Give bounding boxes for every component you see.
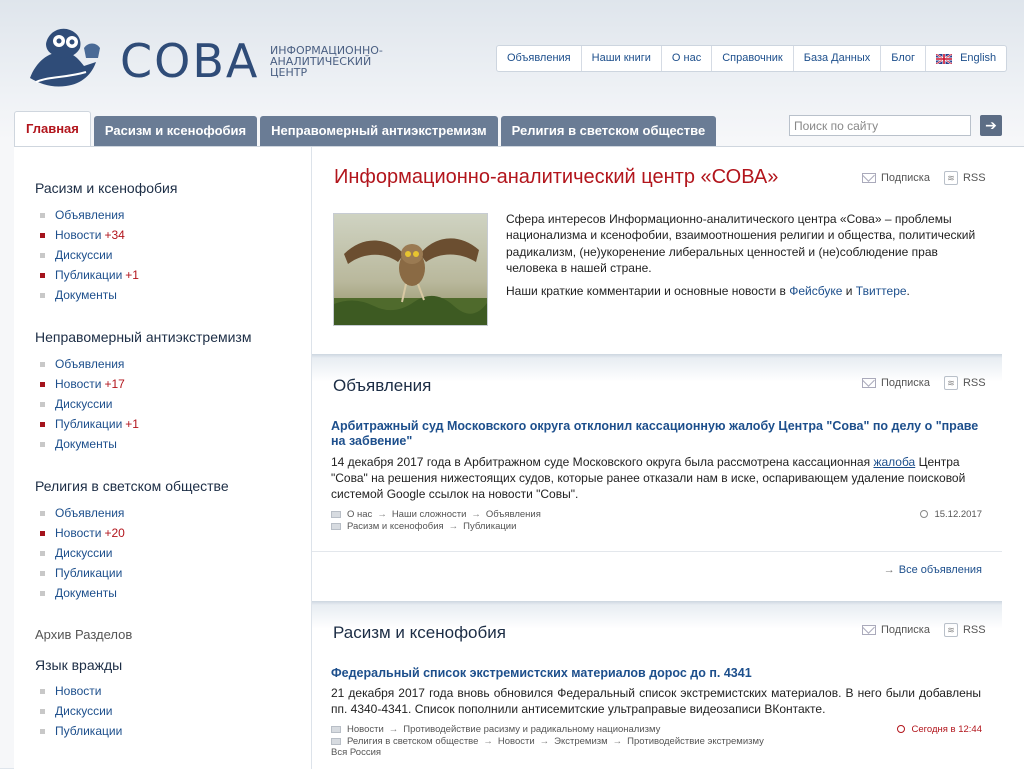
- sidebar-item[interactable]: Новости: [55, 684, 101, 698]
- tag-link[interactable]: Наши сложности: [391, 509, 467, 520]
- tab-racism[interactable]: Расизм и ксенофобия: [94, 116, 257, 146]
- nav-blog[interactable]: Блог: [881, 46, 926, 71]
- tab-religion[interactable]: Религия в светском обществе: [501, 116, 717, 146]
- complaint-link[interactable]: жалоба: [873, 455, 916, 469]
- subscribe-link[interactable]: Подписка: [881, 172, 930, 184]
- rss-link[interactable]: RSS: [962, 624, 986, 636]
- tag-link[interactable]: Новости: [347, 724, 384, 735]
- sidebar-group-title[interactable]: Неправомерный антиэкстремизм: [35, 329, 252, 345]
- tag-link[interactable]: Религия в светском обществе: [347, 736, 479, 747]
- search-input[interactable]: Поиск по сайту: [789, 115, 971, 136]
- uk-flag-icon: [936, 54, 952, 64]
- rss-icon: ≋: [944, 171, 958, 185]
- tag-path: Религия в светском обществе → Новости → Экстремизм → Противодействие экстремизму: [331, 736, 764, 747]
- sidebar-item[interactable]: Дискуссии: [55, 546, 113, 560]
- sidebar-item[interactable]: Дискуссии: [55, 704, 113, 718]
- sidebar: [14, 147, 312, 769]
- nav-announcements[interactable]: Объявления: [497, 46, 582, 71]
- folder-icon: [331, 726, 341, 733]
- news-headline[interactable]: Федеральный список экстремистских материалов дорос до п. 4341: [331, 666, 752, 680]
- intro-text: [506, 211, 986, 299]
- folder-icon: [331, 738, 341, 745]
- sidebar-group-title[interactable]: Религия в светском обществе: [35, 478, 229, 494]
- news-date: Сегодня в 12:44: [897, 724, 982, 735]
- subscribe-bar: [862, 171, 986, 185]
- subscribe-link[interactable]: Подписка: [881, 624, 930, 636]
- clock-icon: [920, 510, 928, 518]
- tag-path: Расизм и ксенофобия → Публикации: [331, 521, 516, 532]
- folder-icon: [331, 511, 341, 518]
- rss-link[interactable]: RSS: [962, 172, 986, 184]
- rss-icon: ≋: [944, 376, 958, 390]
- sidebar-item[interactable]: Дискуссии: [55, 397, 113, 411]
- arrow-icon: →: [883, 564, 895, 576]
- sidebar-item[interactable]: Объявления: [55, 357, 124, 371]
- tag-link[interactable]: Противодействие расизму и радикальному национализму: [403, 724, 661, 735]
- sidebar-item[interactable]: Объявления: [55, 506, 124, 520]
- sidebar-item[interactable]: Публикации +1: [55, 268, 139, 282]
- mail-icon: [862, 625, 876, 635]
- intro-links: Наши краткие комментарии и основные новости в Фейсбуке и Твиттере.: [506, 284, 910, 299]
- row-divider: [312, 551, 1002, 552]
- tag-path: О нас → Наши сложности → Объявления: [331, 509, 541, 520]
- sidebar-item[interactable]: Новости +17: [55, 377, 125, 391]
- intro-paragraph: Сфера интересов Информационно-аналитического центра «Сова» – проблемы национализма и ксенофобии, взаимоотношения религии и общества, политический радикализм, (не)укоренение либеральных ценностей и (не)соблюдение прав человека в нашей стране.: [506, 212, 976, 275]
- sidebar-item[interactable]: Дискуссии: [55, 248, 113, 262]
- tag-link[interactable]: Новости: [497, 736, 535, 747]
- region-link[interactable]: Вся Россия: [331, 747, 382, 758]
- nav-our-books[interactable]: Наши книги: [582, 46, 662, 71]
- mail-icon: [862, 378, 876, 388]
- page-title: Информационно-аналитический центр «СОВА»: [334, 166, 779, 188]
- logo-subtitle: ИНФОРМАЦИОННО- АНАЛИТИЧЕСКИЙ ЦЕНТР: [270, 44, 383, 79]
- sidebar-group-title[interactable]: Расизм и ксенофобия: [35, 180, 178, 196]
- tag-link[interactable]: Экстремизм: [554, 736, 608, 747]
- sidebar-item[interactable]: Публикации +1: [55, 417, 139, 431]
- sidebar-item[interactable]: Документы: [55, 437, 117, 451]
- tag-path: Новости → Противодействие расизму и радикальному национализму: [331, 724, 660, 735]
- subscribe-bar: [862, 623, 986, 637]
- folder-icon: [331, 523, 341, 530]
- logo-owl-icon[interactable]: [26, 22, 106, 94]
- sidebar-item[interactable]: Новости +34: [55, 228, 125, 242]
- tab-home[interactable]: Главная: [14, 111, 91, 146]
- mail-icon: [862, 173, 876, 183]
- archive-title[interactable]: Архив Разделов: [35, 627, 133, 642]
- search-submit-button[interactable]: [980, 115, 1002, 136]
- twitter-link[interactable]: Твиттере: [855, 284, 907, 299]
- tab-antiextremism[interactable]: Неправомерный антиэкстремизм: [260, 116, 498, 146]
- nav-database[interactable]: База Данных: [794, 46, 882, 71]
- nav-reference[interactable]: Справочник: [712, 46, 794, 71]
- sidebar-item[interactable]: Публикации: [55, 566, 122, 580]
- sidebar-item[interactable]: Объявления: [55, 208, 124, 222]
- top-nav: [496, 45, 1007, 72]
- logo-wordmark[interactable]: СОВА: [120, 34, 260, 88]
- subscribe-bar: [862, 376, 986, 390]
- rss-link[interactable]: RSS: [962, 377, 986, 389]
- nav-english[interactable]: English: [926, 46, 1006, 71]
- news-headline[interactable]: Арбитражный суд Московского округа отклонил кассационную жалобу Центра "Сова" по делу о "праве на забвение": [331, 419, 979, 448]
- rss-icon: ≋: [944, 623, 958, 637]
- tag-link[interactable]: Публикации: [463, 521, 517, 532]
- news-body: 14 декабря 2017 года в Арбитражном суде Московского округа была рассмотрена кассационная жалоба Центра "Сова" на решения нижестоящих судов, которые ранее отказали нам в иске, оспаривающем удаление поисковой системой Google ссылок на новости "Совы".: [331, 455, 966, 501]
- clock-icon: [897, 725, 905, 733]
- section-title-racism[interactable]: Расизм и ксенофобия: [333, 623, 506, 642]
- tag-link[interactable]: Объявления: [485, 509, 541, 520]
- main-panel: [14, 146, 1024, 769]
- sidebar-item[interactable]: Документы: [55, 586, 117, 600]
- tag-link[interactable]: О нас: [347, 509, 373, 520]
- owl-photo: [333, 213, 488, 326]
- main-tabs: [14, 112, 719, 146]
- tag-link[interactable]: Противодействие экстремизму: [627, 736, 764, 747]
- sidebar-item[interactable]: Новости +20: [55, 526, 125, 540]
- content-area: [312, 147, 1002, 769]
- sidebar-item[interactable]: Публикации: [55, 724, 122, 738]
- news-date: 15.12.2017: [920, 509, 982, 520]
- sidebar-group-title[interactable]: Язык вражды: [35, 657, 123, 673]
- news-body: 21 декабря 2017 года вновь обновился Федеральный список экстремистских материалов. В него были добавлены пп. 4340-4341. Список пополнили антисемитские ультраправые видеозаписи ВКонтакте.: [331, 686, 981, 716]
- arrow-right-icon: ➔: [985, 117, 997, 133]
- tag-link[interactable]: Расизм и ксенофобия: [347, 521, 444, 532]
- sidebar-item[interactable]: Документы: [55, 288, 117, 302]
- subscribe-link[interactable]: Подписка: [881, 377, 930, 389]
- section-title-announcements[interactable]: Объявления: [333, 376, 432, 395]
- nav-about[interactable]: О нас: [662, 46, 712, 71]
- facebook-link[interactable]: Фейсбуке: [789, 284, 843, 299]
- all-announcements-link[interactable]: → Все объявления: [883, 564, 982, 576]
